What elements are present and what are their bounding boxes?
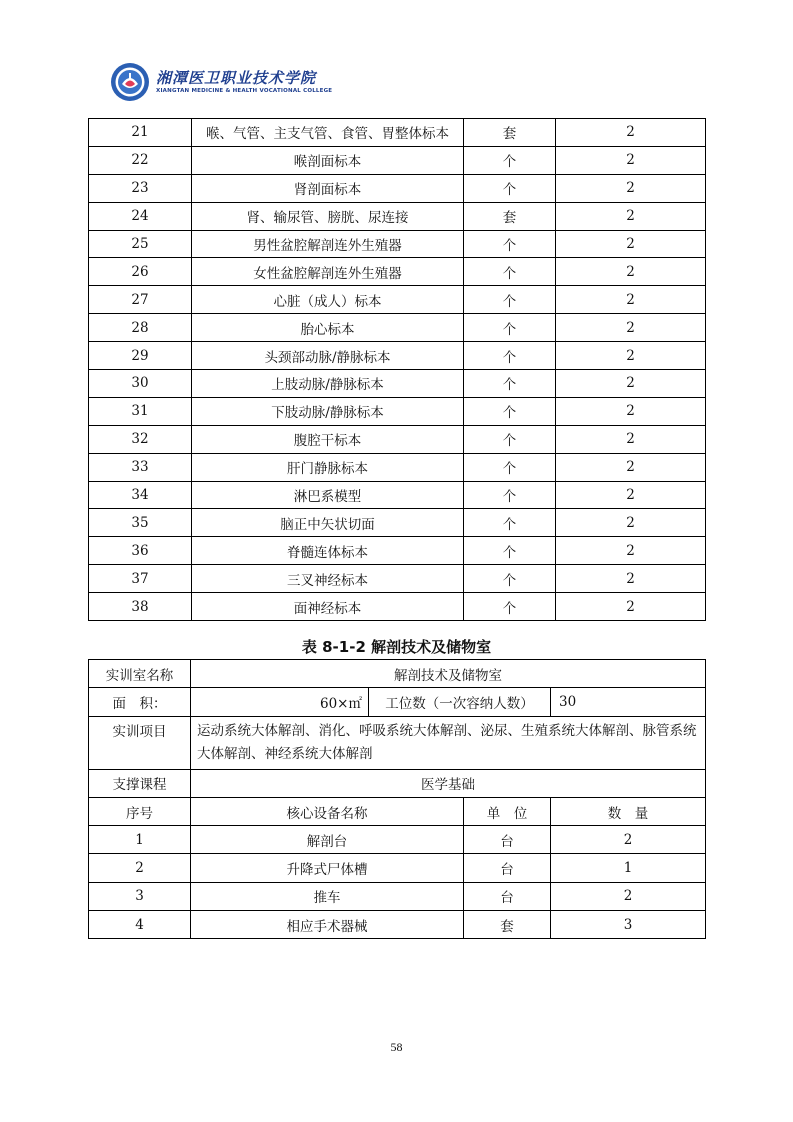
table-row: [89, 593, 706, 621]
quantity: 2: [556, 537, 706, 565]
area-row: [89, 688, 706, 716]
unit: 个: [464, 397, 556, 425]
table-row: [89, 314, 706, 342]
table-row: [89, 286, 706, 314]
unit: 个: [464, 230, 556, 258]
quantity: 2: [556, 509, 706, 537]
unit: 个: [464, 565, 556, 593]
equipment-name: 下肢动脉/静脉标本: [192, 397, 464, 425]
header-equipment-name: 核心设备名称: [191, 797, 464, 825]
area-label: 面 积：: [89, 688, 191, 716]
equipment-name: 相应手术器械: [191, 911, 464, 939]
quantity: 2: [556, 565, 706, 593]
row-index: 27: [89, 286, 192, 314]
school-name-cn: 湘潭医卫职业技术学院: [156, 69, 317, 87]
unit: 个: [464, 537, 556, 565]
unit: 台: [464, 826, 551, 854]
room-name-value: 解剖技术及储物室: [191, 660, 706, 688]
page-header: [110, 58, 332, 106]
quantity: 2: [556, 286, 706, 314]
equipment-name: 喉、气管、主支气管、食管、胃整体标本: [192, 119, 464, 147]
row-index: 24: [89, 202, 192, 230]
equipment-header-row: [89, 797, 706, 825]
equipment-name: 升降式尸体槽: [191, 854, 464, 882]
quantity: 2: [556, 453, 706, 481]
quantity: 2: [556, 397, 706, 425]
unit: 个: [464, 342, 556, 370]
equipment-name: 面神经标本: [192, 593, 464, 621]
unit: 个: [464, 481, 556, 509]
row-index: 30: [89, 370, 192, 398]
table-row: [89, 537, 706, 565]
equipment-name: 推车: [191, 882, 464, 910]
quantity: 2: [556, 593, 706, 621]
equipment-name: 喉剖面标本: [192, 146, 464, 174]
table-row: [89, 882, 706, 910]
course-row: [89, 769, 706, 797]
unit: 个: [464, 286, 556, 314]
row-index: 34: [89, 481, 192, 509]
unit: 个: [464, 258, 556, 286]
dissection-room-table: [88, 659, 706, 939]
unit: 套: [464, 119, 556, 147]
quantity: 2: [551, 882, 706, 910]
table-row: [89, 397, 706, 425]
unit: 台: [464, 882, 551, 910]
header-quantity: 数 量: [551, 797, 706, 825]
table-row: [89, 342, 706, 370]
quantity: 2: [551, 826, 706, 854]
quantity: 2: [556, 314, 706, 342]
table-row: [89, 370, 706, 398]
row-index: 38: [89, 593, 192, 621]
school-name-en: XIANGTAN MEDICINE & HEALTH VOCATIONAL COLLEGE: [156, 88, 333, 94]
quantity: 2: [556, 230, 706, 258]
row-index: 31: [89, 397, 192, 425]
unit: 个: [464, 370, 556, 398]
equipment-name: 三叉神经标本: [192, 565, 464, 593]
table-row: [89, 854, 706, 882]
quantity: 3: [551, 911, 706, 939]
row-index: 23: [89, 174, 192, 202]
room-name-row: [89, 660, 706, 688]
room-name-label: 实训室名称: [89, 660, 191, 688]
table-row: [89, 146, 706, 174]
stations-value: 30: [551, 688, 706, 716]
equipment-table-continued: [88, 118, 706, 621]
course-label: 支撑课程: [89, 769, 191, 797]
unit: 套: [464, 911, 551, 939]
equipment-name: 解剖台: [191, 826, 464, 854]
table-row: [89, 258, 706, 286]
quantity: 2: [556, 425, 706, 453]
quantity: 2: [556, 146, 706, 174]
equipment-name: 胎心标本: [192, 314, 464, 342]
header-index: 序号: [89, 797, 191, 825]
table-row: [89, 911, 706, 939]
row-index: 29: [89, 342, 192, 370]
unit: 个: [464, 425, 556, 453]
table-row: [89, 119, 706, 147]
unit: 个: [464, 453, 556, 481]
table-caption: 表 8-1-2 解剖技术及储物室: [301, 638, 492, 656]
course-value: 医学基础: [191, 769, 706, 797]
table-row: [89, 174, 706, 202]
row-index: 4: [89, 911, 191, 939]
quantity: 2: [556, 202, 706, 230]
equipment-name: 男性盆腔解剖连外生殖器: [192, 230, 464, 258]
equipment-name: 心脏（成人）标本: [192, 286, 464, 314]
project-value: 运动系统大体解剖、消化、呼吸系统大体解剖、泌尿、生殖系统大体解剖、脉管系统大体解剖、神经系统大体解剖: [191, 716, 706, 769]
stations-label: 工位数（一次容纳人数）: [369, 688, 551, 716]
table-row: [89, 425, 706, 453]
table-row: [89, 481, 706, 509]
table-row: [89, 453, 706, 481]
quantity: 2: [556, 119, 706, 147]
table-row: [89, 230, 706, 258]
equipment-name: 淋巴系模型: [192, 481, 464, 509]
row-index: 35: [89, 509, 192, 537]
equipment-name: 肾剖面标本: [192, 174, 464, 202]
row-index: 33: [89, 453, 192, 481]
row-index: 36: [89, 537, 192, 565]
quantity: 1: [551, 854, 706, 882]
table-row: [89, 565, 706, 593]
row-index: 37: [89, 565, 192, 593]
row-index: 21: [89, 119, 192, 147]
quantity: 2: [556, 481, 706, 509]
unit: 台: [464, 854, 551, 882]
quantity: 2: [556, 174, 706, 202]
quantity: 2: [556, 370, 706, 398]
equipment-name: 脑正中矢状切面: [192, 509, 464, 537]
equipment-name: 腹腔干标本: [192, 425, 464, 453]
table-row: [89, 202, 706, 230]
row-index: 22: [89, 146, 192, 174]
header-unit: 单 位: [464, 797, 551, 825]
unit: 个: [464, 593, 556, 621]
unit: 套: [464, 202, 556, 230]
quantity: 2: [556, 342, 706, 370]
school-brand: [156, 69, 332, 95]
project-label: 实训项目: [89, 716, 191, 769]
equipment-name: 上肢动脉/静脉标本: [192, 370, 464, 398]
row-index: 25: [89, 230, 192, 258]
unit: 个: [464, 174, 556, 202]
equipment-name: 脊髓连体标本: [192, 537, 464, 565]
area-value: 60×㎡: [191, 688, 369, 716]
equipment-name: 女性盆腔解剖连外生殖器: [192, 258, 464, 286]
row-index: 28: [89, 314, 192, 342]
school-logo-icon: [110, 62, 150, 102]
unit: 个: [464, 314, 556, 342]
project-row: [89, 716, 706, 769]
equipment-name: 头颈部动脉/静脉标本: [192, 342, 464, 370]
row-index: 2: [89, 854, 191, 882]
row-index: 26: [89, 258, 192, 286]
equipment-name: 肾、输尿管、膀胱、尿连接: [192, 202, 464, 230]
row-index: 1: [89, 826, 191, 854]
row-index: 32: [89, 425, 192, 453]
row-index: 3: [89, 882, 191, 910]
equipment-name: 肝门静脉标本: [192, 453, 464, 481]
table-row: [89, 509, 706, 537]
table-row: [89, 826, 706, 854]
unit: 个: [464, 146, 556, 174]
quantity: 2: [556, 258, 706, 286]
page-number: 58: [390, 1040, 403, 1054]
unit: 个: [464, 509, 556, 537]
